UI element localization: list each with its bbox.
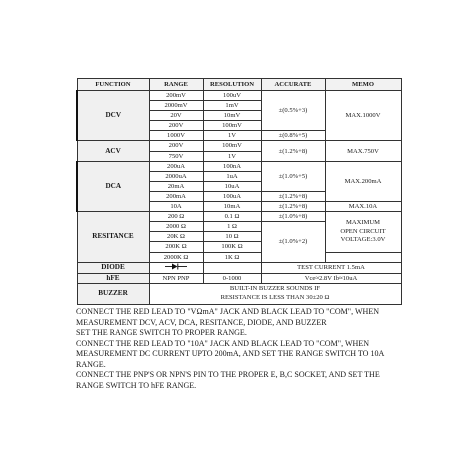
range-cell: 20K Ω xyxy=(149,232,203,242)
resolution-cell: 100K Ω xyxy=(203,242,261,252)
range-cell: 200V xyxy=(149,141,203,151)
memo-cell: MAX.1000V xyxy=(325,91,401,141)
range-cell: 20V xyxy=(149,111,203,121)
resolution-cell: 1 Ω xyxy=(203,222,261,232)
range-cell: 1000V xyxy=(149,131,203,141)
memo-line: MAXIMUM xyxy=(345,219,381,227)
function-hfe: hFE xyxy=(77,273,149,283)
accuracy-cell: ±(1.2%+8) xyxy=(261,191,325,201)
range-cell: 2000mV xyxy=(149,101,203,111)
table-header-row xyxy=(77,79,401,91)
table-row xyxy=(77,283,401,304)
header-memo: MEMO xyxy=(325,79,401,91)
note-line: MEASUREMENT DCV, ACV, DCA, RESITANCE, DIODE, AND BUZZER xyxy=(76,317,327,327)
range-cell: 2000uA xyxy=(149,171,203,181)
range-cell: 20mA xyxy=(149,181,203,191)
note-line: RANGE SWITCH TO hFE RANGE. xyxy=(76,380,197,390)
note-line: SET THE RANGE SWITCH TO PROPER RANGE. xyxy=(76,328,247,338)
memo-line: VOLTAGE:3.0V xyxy=(340,236,386,244)
note-line: RANGE. xyxy=(76,359,106,369)
range-cell: 200uA xyxy=(149,161,203,171)
resolution-cell: 1V xyxy=(203,151,261,161)
hfe-info: Vce≈2.8V Ib≈10uA xyxy=(261,273,401,283)
header-accurate: ACCURATE xyxy=(261,79,325,91)
range-cell: 200 Ω xyxy=(149,212,203,222)
accuracy-cell: ±(1.0%+5) xyxy=(261,161,325,191)
resolution-cell: 1V xyxy=(203,131,261,141)
table-row xyxy=(77,212,401,222)
resolution-cell: 100uA xyxy=(203,191,261,201)
accuracy-cell: ±(0.5%+3) xyxy=(261,91,325,131)
note-line: MEASUREMENT DC CURRENT UPTO 200mA, AND SET THE RANGE SWITCH TO 10A xyxy=(76,349,385,359)
range-cell: 750V xyxy=(149,151,203,161)
memo-cell xyxy=(325,252,401,262)
function-acv: ACV xyxy=(77,141,149,161)
resolution-cell xyxy=(203,262,261,273)
resolution-cell: 100uV xyxy=(203,91,261,101)
memo-cell: MAX.10A xyxy=(325,202,401,212)
table-row xyxy=(77,273,401,283)
function-dca: DCA xyxy=(77,161,149,211)
table-row xyxy=(77,161,401,171)
accuracy-cell: ±(1.2%+8) xyxy=(261,141,325,161)
function-dcv: DCV xyxy=(77,91,149,141)
function-diode: DIODE xyxy=(77,262,149,273)
buzzer-line: BUILT-IN BUZZER SOUNDS IF xyxy=(229,285,321,293)
range-cell: 200mV xyxy=(149,91,203,101)
range-cell: 200V xyxy=(149,121,203,131)
resolution-cell: 10uA xyxy=(203,181,261,191)
resolution-cell: 0.1 Ω xyxy=(203,212,261,222)
header-function: FUNCTION xyxy=(77,79,149,91)
range-cell: 200K Ω xyxy=(149,242,203,252)
range-cell: NPN PNP xyxy=(149,273,203,283)
memo-cell: MAX.750V xyxy=(325,141,401,161)
table-row xyxy=(77,141,401,151)
range-cell: 10A xyxy=(149,202,203,212)
function-buzzer: BUZZER xyxy=(77,283,149,304)
usage-notes xyxy=(76,307,406,391)
resolution-cell: 10mA xyxy=(203,202,261,212)
buzzer-info xyxy=(149,283,401,304)
diode-symbol-icon xyxy=(165,263,187,273)
resolution-cell: 100mV xyxy=(203,141,261,151)
accuracy-cell: ±(0.8%+5) xyxy=(261,131,325,141)
memo-cell xyxy=(325,212,401,252)
memo-cell: MAX.200mA xyxy=(325,161,401,201)
spec-sheet xyxy=(76,78,400,305)
accuracy-cell: ±(1.0%+8) xyxy=(261,212,325,222)
resolution-cell: 1K Ω xyxy=(203,252,261,262)
buzzer-line: RESISTANCE IS LESS THAN 30±20 Ω xyxy=(220,293,330,301)
resolution-cell: 10 Ω xyxy=(203,232,261,242)
resolution-cell: 10mV xyxy=(203,111,261,121)
header-range: RANGE xyxy=(149,79,203,91)
table-row xyxy=(77,91,401,101)
note-line: CONNECT THE RED LEAD TO "10A" JACK AND BLACK LEAD TO "COM", WHEN xyxy=(76,338,370,348)
note-line: CONNECT THE RED LEAD TO "VΩmA" JACK AND BLACK LEAD TO "COM", WHEN xyxy=(76,307,380,316)
spec-table xyxy=(76,78,402,305)
range-cell: 200mA xyxy=(149,191,203,201)
accuracy-cell: ±(1.0%+2) xyxy=(261,222,325,262)
range-cell xyxy=(149,262,203,273)
resolution-cell: 100mV xyxy=(203,121,261,131)
memo-line: OPEN CIRCUIT xyxy=(340,227,386,235)
resolution-cell: 1mV xyxy=(203,101,261,111)
table-row xyxy=(77,262,401,273)
range-cell: 2000 Ω xyxy=(149,222,203,232)
note-line: CONNECT THE PNP'S OR NPN'S PIN TO THE PROPER E, B,C SOCKET, AND SET THE xyxy=(76,370,380,380)
function-resistance: RESITANCE xyxy=(77,212,149,262)
resolution-cell: 100nA xyxy=(203,161,261,171)
diode-info: TEST CURRENT 1.5mA xyxy=(261,262,401,273)
range-cell: 2000K Ω xyxy=(149,252,203,262)
accuracy-cell: ±(1.2%+8) xyxy=(261,202,325,212)
resolution-cell: 0-1000 xyxy=(203,273,261,283)
resolution-cell: 1uA xyxy=(203,171,261,181)
header-resolution: RESOLUTION xyxy=(203,79,261,91)
